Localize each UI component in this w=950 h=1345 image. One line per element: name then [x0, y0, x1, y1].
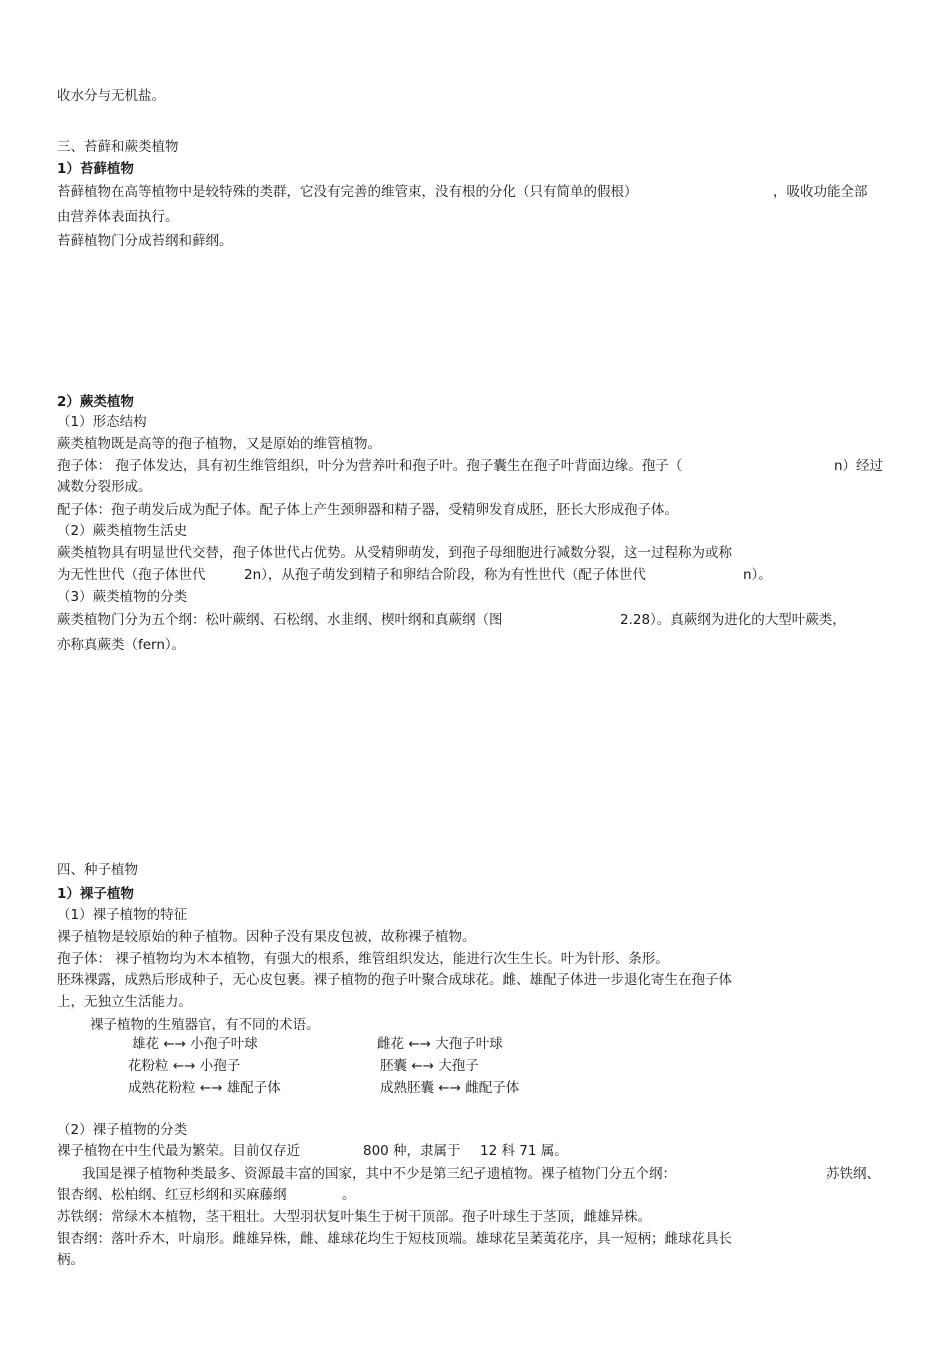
subsection-heading: （2）蕨类植物生活史: [57, 523, 188, 539]
text-line: 12 科 71 属。: [480, 1143, 568, 1159]
text-line: 苏铁纲：常绿木本植物，茎干粗壮。大型羽状复叶集生于树干顶部。孢子叶球生于茎顶，雌雄异株。: [57, 1209, 651, 1225]
text-line: 裸子植物的生殖器官，有不同的术语。: [90, 1017, 320, 1033]
text-line: 苔藓植物在高等植物中是较特殊的类群，它没有完善的维管束，没有根的分化（只有简单的假根）: [57, 184, 638, 200]
text-line: 。: [342, 1187, 356, 1203]
term-pair: 成熟花粉粒 ←→ 雄配子体: [128, 1080, 281, 1096]
term-pair: 花粉粒 ←→ 小孢子: [128, 1058, 241, 1074]
text-line: 孢子体： 裸子植物均为木本植物，有强大的根系，维管组织发达，能进行次生生长。叶为针形、条形。: [57, 951, 669, 967]
subsection-heading: （3）蕨类植物的分类: [57, 589, 188, 605]
text-line: 减数分裂形成。: [57, 479, 152, 495]
text-line: 裸子植物在中生代最为繁荣。目前仅存近: [57, 1143, 300, 1159]
text-line: 裸子植物是较原始的种子植物。因种子没有果皮包被，故称裸子植物。: [57, 929, 476, 945]
text-line: 配子体：孢子萌发后成为配子体。配子体上产生颈卵器和精子器，受精卵发育成胚，胚长大形成孢子体。: [57, 502, 678, 518]
text-line: 为无性世代（孢子体世代: [57, 567, 206, 583]
text-line: 上，无独立生活能力。: [57, 994, 192, 1010]
term-pair: 雌花 ←→ 大孢子叶球: [377, 1036, 503, 1052]
text-line: 苔藓植物门分成苔纲和藓纲。: [57, 233, 233, 249]
subsection-heading: 1）苔藓植物: [57, 161, 134, 177]
text-line: 银杏纲、松柏纲、红豆杉纲和买麻藤纲: [57, 1187, 287, 1203]
text-line: 收水分与无机盐。: [57, 88, 165, 104]
subsection-heading: （1）形态结构: [57, 414, 147, 430]
text-line: 蕨类植物具有明显世代交替，孢子体世代占优势。从受精卵萌发，到孢子母细胞进行减数分裂，这一过程称为或称: [57, 545, 732, 561]
text-line: n）经过: [834, 458, 884, 474]
text-line: 蕨类植物门分为五个纲：松叶蕨纲、石松纲、水韭纲、楔叶纲和真蕨纲（图: [57, 612, 503, 628]
subsection-heading: 1）裸子植物: [57, 886, 134, 902]
text-line: 孢子体： 孢子体发达，具有初生维管组织，叶分为营养叶和孢子叶。孢子囊生在孢子叶背面边缘。孢子（: [57, 458, 683, 474]
text-line: 800 种，隶属于: [363, 1143, 461, 1159]
text-line: 胚珠裸露，成熟后形成种子，无心皮包裹。裸子植物的孢子叶聚合成球花。雌、雄配子体进一步退化寄生在孢子体: [57, 972, 732, 988]
text-line: 由营养体表面执行。: [57, 209, 179, 225]
subsection-heading: 2）蕨类植物: [57, 394, 134, 410]
term-pair: 雄花 ←→ 小孢子叶球: [132, 1036, 258, 1052]
text-line: n）。: [743, 567, 772, 583]
text-line: 银杏纲：落叶乔木，叶扇形。雌雄异株，雌、雄球花均生于短枝顶端。雄球花呈葇荑花序，具一短柄；雌球花具长: [57, 1231, 732, 1247]
term-pair: 成熟胚囊 ←→ 雌配子体: [380, 1080, 520, 1096]
subsection-heading: （1）裸子植物的特征: [57, 907, 188, 923]
text-line: 2.28）。真蕨纲为进化的大型叶蕨类，: [620, 612, 846, 628]
text-line: 苏铁纲、: [826, 1166, 880, 1182]
text-line: 我国是裸子植物种类最多、资源最丰富的国家，其中不少是第三纪孑遗植物。裸子植物门分五个纲：: [82, 1166, 676, 1182]
section-heading-3: 三、苔藓和蕨类植物: [57, 139, 179, 155]
text-line: ，吸收功能全部: [773, 184, 868, 200]
term-pair: 胚囊 ←→ 大孢子: [380, 1058, 479, 1074]
text-line: 柄。: [57, 1252, 84, 1268]
text-line: 蕨类植物既是高等的孢子植物，又是原始的维管植物。: [57, 436, 381, 452]
subsection-heading: （2）裸子植物的分类: [57, 1122, 188, 1138]
text-line: 亦称真蕨类（fern）。: [57, 637, 186, 653]
section-heading-4: 四、种子植物: [57, 862, 138, 878]
text-line: 2n），从孢子萌发到精子和卵结合阶段，称为有性世代（配子体世代: [244, 567, 646, 583]
